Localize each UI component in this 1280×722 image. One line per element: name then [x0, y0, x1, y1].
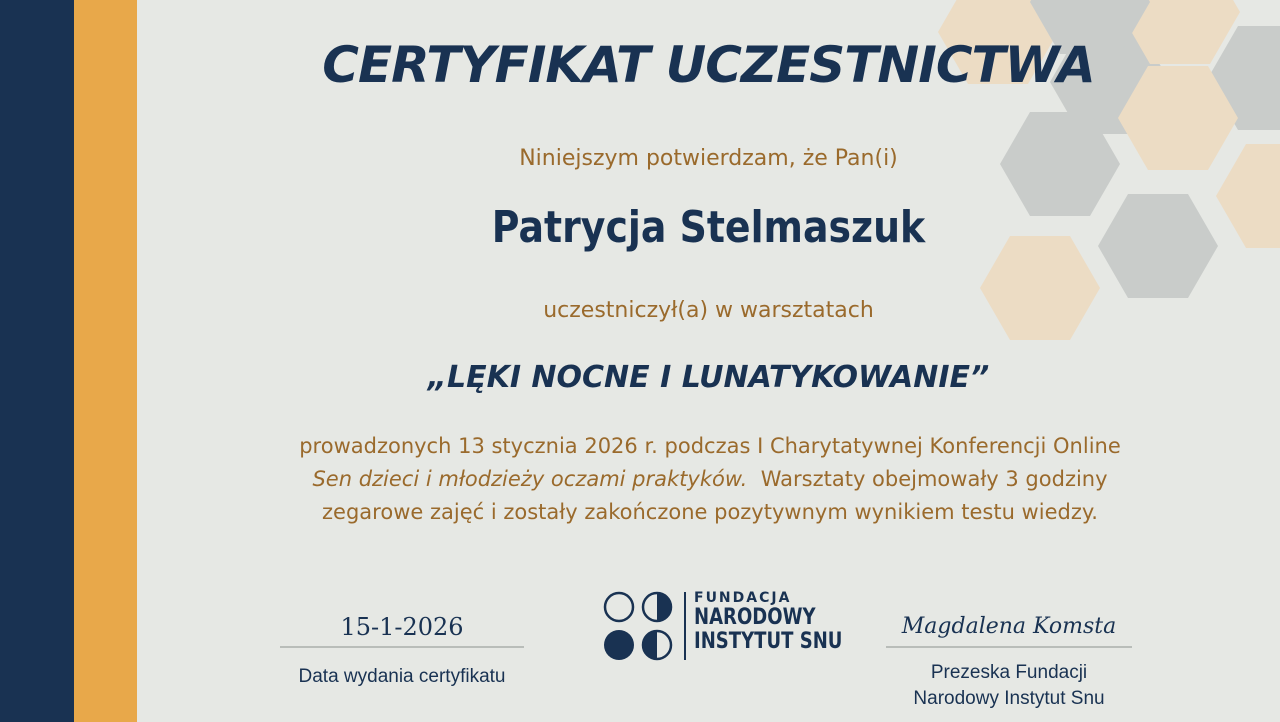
workshop-title: „LĘKI NOCNE I LUNATYKOWANIE”	[427, 360, 990, 395]
description-line-1: prowadzonych 13 stycznia 2026 r. podczas I Charytatywnej Konferencji Online	[299, 434, 1121, 458]
logo-line-instytut-snu: INSTYTUT SNU	[694, 629, 843, 654]
logo-divider	[684, 592, 686, 660]
description-line-3: zegarowe zajęć i zostały zakończone pozytywnym wynikiem testu wiedzy.	[322, 500, 1098, 524]
description-line-2	[180, 463, 1240, 496]
signatory-role-line-2: Narodowy Instytut Snu	[913, 688, 1105, 709]
signature-block	[886, 610, 1132, 712]
description-paragraph	[180, 430, 1240, 529]
issue-date-value: 15-1-2026	[340, 613, 464, 641]
date-underline	[280, 646, 524, 648]
participant-name: Patrycja Stelmaszuk	[491, 202, 926, 253]
description-line-2-rest: Warsztaty obejmowały 3 godziny	[760, 467, 1108, 491]
signatory-role	[886, 660, 1132, 712]
conference-name: Sen dzieci i młodzieży oczami praktyków.	[312, 467, 748, 491]
signatory-role-line-1: Prezeska Fundacji	[930, 662, 1088, 683]
logo-wordmark	[694, 590, 875, 654]
signatory-name: Magdalena Komsta	[901, 614, 1117, 639]
logo-line-fundacja: FUNDACJA	[694, 590, 792, 606]
gold-side-stripe	[74, 0, 137, 722]
issue-date-block	[280, 610, 524, 690]
navy-side-stripe	[0, 0, 74, 722]
issue-date-label: Data wydania certyfikatu	[298, 666, 506, 687]
logo-circles-icon	[602, 590, 674, 662]
signature-underline	[886, 646, 1132, 648]
intro-text: Niniejszym potwierdzam, że Pan(i)	[519, 146, 898, 171]
certificate-title: CERTYFIKAT UCZESTNICTWA	[322, 36, 1095, 94]
participation-text: uczestniczył(a) w warsztatach	[543, 298, 874, 323]
logo-line-narodowy: NARODOWY	[694, 605, 816, 630]
foundation-logo	[602, 590, 843, 662]
